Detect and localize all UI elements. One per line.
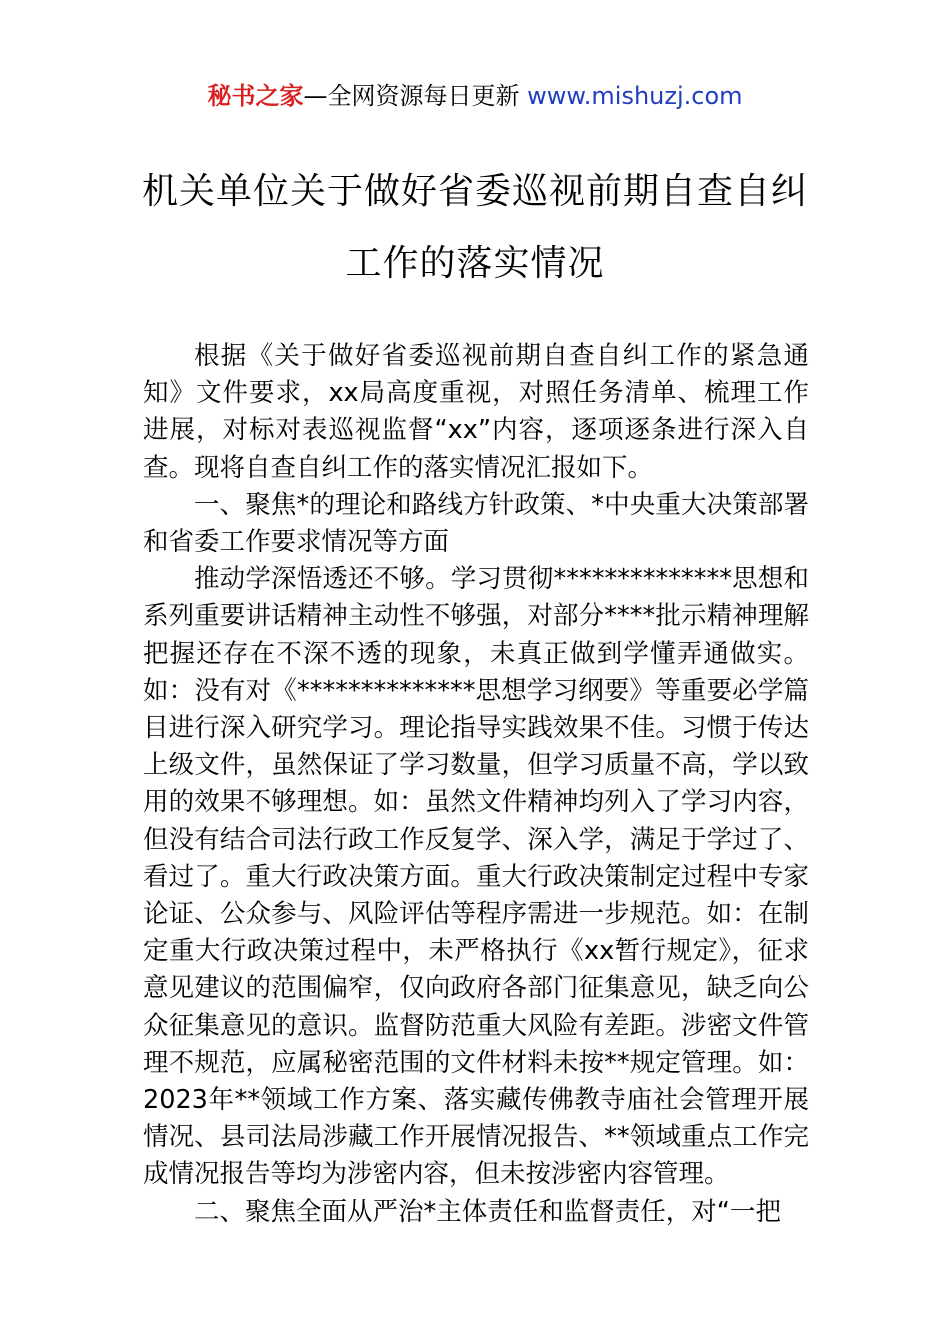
document-body <box>143 338 809 1231</box>
section-heading-2: 二、聚焦全面从严治*主体责任和监督责任，对“一把 <box>194 1196 781 1227</box>
site-name: 秘书之家 <box>207 82 304 110</box>
site-url-link[interactable]: www.mishuzj.com <box>527 82 743 110</box>
title-line-2: 工作的落实情况 <box>345 243 605 284</box>
site-tagline: —全网资源每日更新 <box>303 82 528 110</box>
paragraph-section-1: 推动学深悟透还不够。学习贯彻**************思想和系列重要讲话精神主动性不够强，对部分****批示精神理解把握还存在不深不透的现象，未真正做到学懂弄通做实。如：没有对《**************思想学习纲要》等重要必学篇目进行深入研究学习。理论指导实践效果不佳。习惯于传达上级文件，虽然保证了学习数量，但学习质量不高，学以致用的效果不够理想。如：虽然文件精神均列入了学习内容，但没有结合司法行政工作反复学、深入学，满足于学过了、看过了。重大行政决策方面。重大行政决策制定过程中专家论证、公众参与、风险评估等程序需进一步规范。如：在制定重大行政决策过程中，未严格执行《xx暂行规定》，征求意见建议的范围偏窄，仅向政府各部门征集意见，缺乏向公众征集意见的意识。监督防范重大风险有差距。涉密文件管理不规范，应属秘密范围的文件材料未按**规定管理。如：2023年**领域工作方案、落实藏传佛教寺庙社会管理开展情况、县司法局涉藏工作开展情况报告、**领域重点工作完成情况报告等均为涉密内容，但未按涉密内容管理。 <box>143 564 809 1190</box>
title-line-1: 机关单位关于做好省委巡视前期自查自纠 <box>141 171 808 212</box>
paragraph-intro: 根据《关于做好省委巡视前期自查自纠工作的紧急通知》文件要求，xx局高度重视，对照任务清单、梳理工作进展，对标对表巡视监督“xx”内容，逐项逐条进行深入自查。现将自查自纠工作的落实情况汇报如下。 <box>143 341 809 483</box>
site-header <box>0 78 950 114</box>
document-title <box>0 156 950 300</box>
section-heading-1: 一、聚焦*的理论和路线方针政策、*中央重大决策部署和省委工作要求情况等方面 <box>143 489 809 558</box>
